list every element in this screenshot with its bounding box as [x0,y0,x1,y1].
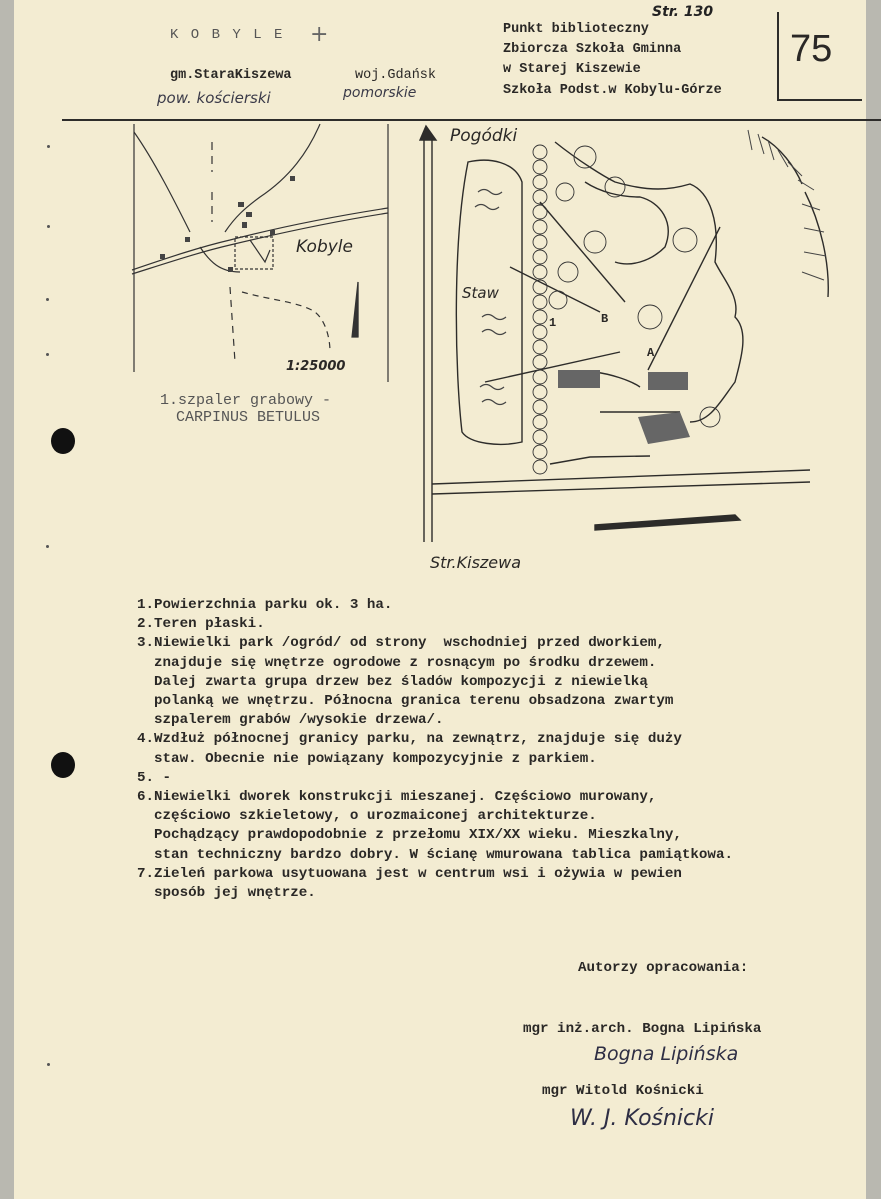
village-name: K O B Y L E [170,27,285,43]
library-line-2: Zbiorcza Szkoła Gminna [503,42,682,57]
map-caption-line-1: 1.szpaler grabowy - [160,392,332,409]
author-1: mgr inż.arch. Bogna Lipińska [523,1021,762,1037]
description-line: 5. - [137,769,172,786]
voivodeship-handwritten: pomorskie [343,85,417,101]
map-scale: 1:25000 [286,359,346,374]
margin-dot [47,1063,50,1066]
margin-dot [46,298,49,301]
cross-mark: + [310,22,329,47]
description-list [137,596,733,903]
header-rule [62,119,881,121]
author-2-signature: W. J. Kośnicki [570,1106,714,1131]
description-line: staw. Obecnie nie powiązany kompozycyjnie z parkiem. [137,750,597,767]
description-line: 2.Teren płaski. [137,616,265,633]
description-line: 1.Powierzchnia parku ok. 3 ha. [137,597,393,613]
plan-pond-label: Staw [462,284,499,302]
description-line: szpalerem grabów /wysokie drzewa/. [137,712,444,729]
description-line: 4.Wzdłuż północnej granicy parku, na zewnątrz, znajduje się duży [137,731,682,748]
map-village-label: Kobyle [296,237,353,257]
authors-heading: Autorzy opracowania: [578,960,749,976]
margin-dot [47,225,50,228]
location-map [130,122,395,382]
binder-hole [51,428,75,454]
plan-label-b: B [601,312,609,326]
county-handwritten: pow. kościerski [157,89,271,107]
plan-north-road-label: Pogódki [450,126,518,146]
author-2: mgr Witold Kośnicki [542,1083,704,1099]
library-line-3: w Starej Kiszewie [503,62,641,77]
description-line: Pochądzący prawdopodobnie z przełomu XIX/XX wieku. Mieszkalny, [137,827,682,844]
author-1-signature: Bogna Lipińska [594,1043,739,1065]
park-plan [390,122,840,562]
library-line-1: Punkt biblioteczny [503,22,649,37]
binder-hole [51,752,75,778]
plan-label-1: 1 [549,316,557,330]
description-line: znajduje się wnętrze ogrodowe z rosnącym po środku drzewem. [137,654,657,671]
description-line: Dalej zwarta grupa drzew bez śladów kompozycji z niewielką [137,673,648,690]
description-line: sposób jej wnętrze. [137,885,316,902]
page-reference-handwritten: Str. 130 [652,4,714,20]
margin-dot [46,353,49,356]
map-caption-line-2: CARPINUS BETULUS [176,409,321,426]
plan-south-road-label: Str.Kiszewa [430,553,522,572]
description-line: polanką we wnętrzu. Północna granica terenu obsadzona zwartym [137,693,674,710]
sheet-number: 75 [790,28,833,70]
plan-label-a: A [647,346,655,360]
description-line: 3.Niewielki park /ogród/ od strony wschodniej przed dworkiem, [137,635,665,652]
margin-dot [47,145,50,148]
voivodeship-name: woj.Gdańsk [355,68,437,83]
commune-name: gm.StaraKiszewa [170,68,292,83]
description-line: 6.Niewielki dworek konstrukcji mieszanej. Częściowo murowany, [137,789,657,806]
description-line: 7.Zieleń parkowa usytuowana jest w centrum wsi i ożywia w pewien [137,865,682,882]
description-line: częściowo szkieletowy, o urozmaiconej architekturze. [137,808,597,825]
description-line: stan techniczny bardzo dobry. W ścianę wmurowana tablica pamiątkowa. [137,846,733,863]
margin-dot [46,545,49,548]
library-line-4: Szkoła Podst.w Kobylu-Górze [503,83,722,98]
